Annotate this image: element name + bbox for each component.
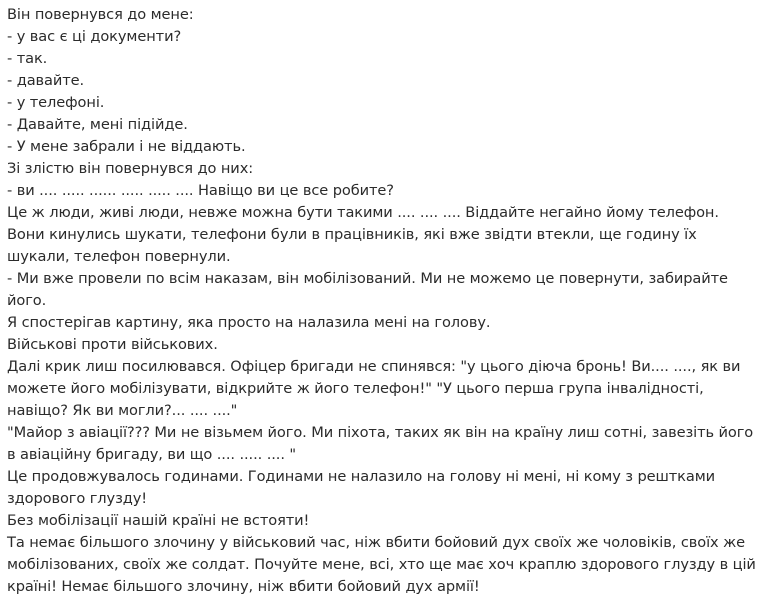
text-paragraph: - у вас є ці документи? bbox=[7, 28, 182, 45]
text-paragraph: Та немає більшого злочину у військовий час, ніж вбити бойовий дух своїх же чоловіків, своїх же мобілізованих, своїх же солдат. Почуйте мене, всі, хто ще має хоч краплю здорового глузду в цій країні! Немає більшого злочину, ніж вбити бойовий дух армії! bbox=[7, 534, 756, 595]
text-paragraph: Це ж люди, живі люди, невже можна бути такими .... .... .... Віддайте негайно йому телефон. bbox=[7, 204, 719, 221]
text-paragraph: - Ми вже провели по всім наказам, він мобілізований. Ми не можемо це повернути, забирайте його. bbox=[7, 270, 728, 309]
text-paragraph: Зі злістю він повернувся до них: bbox=[7, 160, 254, 177]
text-paragraph: Вони кинулись шукати, телефони були в працівників, які вже звідти втекли, ще годину їх шукали, телефон повернули. bbox=[7, 226, 697, 265]
text-paragraph: Це продовжувалось годинами. Годинами не налазило на голову ні мені, ні кому з рештками здорового глузду! bbox=[7, 468, 716, 507]
text-paragraph: - давайте. bbox=[7, 72, 85, 89]
text-paragraph: - так. bbox=[7, 50, 48, 67]
text-paragraph: Я спостерігав картину, яка просто на налазила мені на голову. bbox=[7, 314, 491, 331]
text-paragraph: "Майор з авіації??? Ми не візьмем його. Ми піхота, таких як він на країну лиш сотні, завезіть його в авіаційну бригаду, ви що .... ..... .... " bbox=[7, 424, 754, 463]
text-paragraph: - ви .... ..... ...... ..... ..... .... Навіщо ви це все робите? bbox=[7, 182, 394, 199]
text-paragraph: Без мобілізації нашій країні не встояти! bbox=[7, 512, 310, 529]
text-paragraph: - Давайте, мені підійде. bbox=[7, 116, 188, 133]
text-paragraph: Далі крик лиш посилювався. Офіцер бригади не спинявся: "у цього діюча бронь! Ви.... ...., як ви можете його мобілізувати, відкрийте ж його телефон!" "У цього перша група інвалідності, навіщо? Як ви могли?... .... ...." bbox=[7, 358, 741, 419]
text-paragraph: Військові проти військових. bbox=[7, 336, 218, 353]
text-paragraph: - У мене забрали і не віддають. bbox=[7, 138, 246, 155]
text-paragraph: Він повернувся до мене: bbox=[7, 6, 194, 23]
text-paragraph: - у телефоні. bbox=[7, 94, 105, 111]
